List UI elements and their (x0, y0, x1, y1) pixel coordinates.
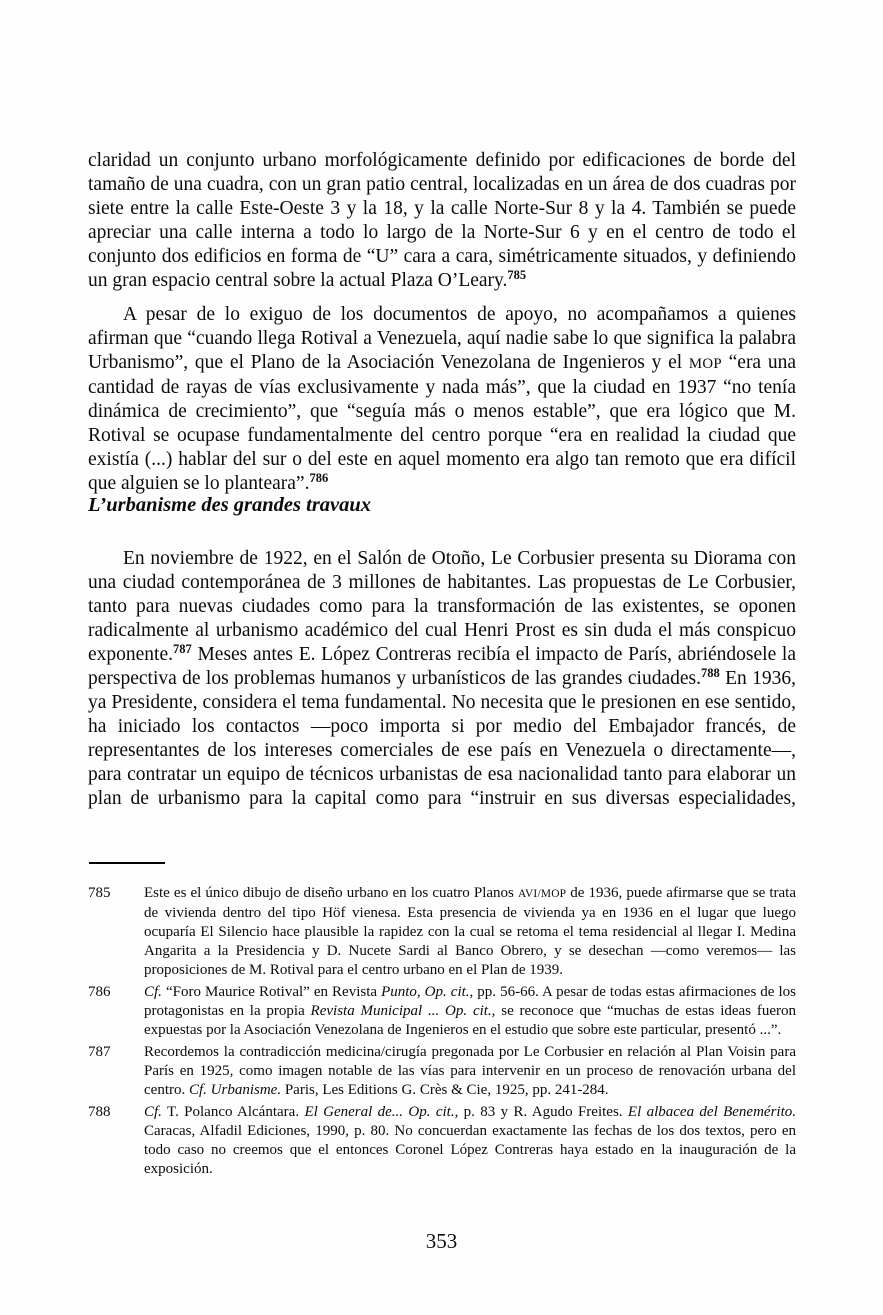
paragraph-text: A pesar de lo exiguo de los documentos de apoyo, no acompañamos a quienes afirman que “cuando llega Rotival a Venezuela, aquí nadie sabe lo que significa la palabra Urbanismo”, que el Plano de la Asociación Venezolana de Ingenieros y el (88, 303, 796, 373)
footnote-segment-italic: Cf. (144, 984, 162, 1000)
footnote-segment: de 1936, puede afirmarse que se trata de vivienda dentro del tipo Höf vienesa. Esta presencia de vivienda ya en 1936 en el lugar que luego ocuparía El Silencio hace plausible la rapidez con la cual se retoma el tema residencial al llegar I. Medina Angarita a la Presidencia y D. Nucete Sardi al Banco Obrero, y se desechan —como veremos— las proposiciones de M. Rotival para el centro urbano en el Plan de 1939. (144, 885, 796, 978)
footnote-number: 788 (88, 1104, 111, 1120)
paragraph-text: En 1936, ya Presidente, considera el tema fundamental. No necesita que le presionen en ese sentido, ha iniciado los contactos —poco importa si por medio del Embajador francés, de representantes de los intereses comerciales de ese país en Venezuela o directamente—, para contratar un equipo de técnicos urbanistas de esa nacionalidad tanto para elaborar un plan de urbanismo para la capital como para “instruir en sus diversas especialidades, (88, 667, 796, 809)
footnote-number: 786 (88, 984, 111, 1000)
footnote-785 (88, 884, 796, 980)
footnote-segment: se reconoce que “muchas de estas ideas fueron expuestas por la Asociación Venezolana de Ingenieros en el estudio que sobre este particular, presentó ...”. (144, 1003, 796, 1038)
paragraph-text: En noviembre de 1922, en el Salón de Otoño, Le Corbusier presenta su Diorama con una ciudad contemporánea de 3 millones de habitantes. Las propuestas de Le Corbusier, tanto para nuevas ciudades como para la transformación de las existentes, se oponen radicalmente al urbanismo académico del cual Henri Prost es sin duda el más conspicuo exponente. (88, 547, 796, 665)
body-paragraph-3 (88, 547, 796, 811)
footnote-text (144, 1043, 796, 1100)
page-number: 353 (425, 1229, 458, 1253)
footnote-text (144, 983, 796, 1040)
footnote-segment-italic: Cf. (144, 1104, 162, 1120)
footnote-787 (88, 1043, 796, 1100)
footnote-segment: T. Polanco Alcántara. (161, 1104, 305, 1120)
paragraph-text: Meses antes E. López Contreras recibía el impacto de París, abriéndosele la perspectiva de los problemas humanos y urbanísticos de las grandes ciudades. (88, 643, 796, 689)
footnote-segment-italic: Punto, Op. cit., (381, 984, 474, 1000)
footnote-number: 787 (88, 1044, 111, 1060)
footnote-ref-788: 788 (700, 666, 720, 680)
smallcaps-avi-mop: AVI/MOP (517, 888, 567, 900)
footnote-segment: Caracas, Alfadil Ediciones, 1990, p. 80. No concuerdan exactamente las fechas de los dos textos, pero en todo caso no creemos que el entonces Coronel López Contreras haya estado en la inauguración de la exposición. (144, 1123, 796, 1177)
footnote-segment: pp. 56-66. A pesar de todas estas afirmaciones de los protagonistas en la propia (144, 984, 796, 1019)
paragraph-text: “era una cantidad de rayas de vías exclusivamente y nada más”, que la ciudad en 1937 “no tenía dinámica de crecimiento”, que “seguía más o menos estable”, que era lógico que M. Rotival se ocupase fundamentalmente del centro porque “era en realidad la ciudad que existía (...) hablar del sur o del este en aquel momento era algo tan remoto que era difícil que alguien se lo planteara”. (88, 351, 796, 494)
footnote-ref-785: 785 (507, 268, 527, 282)
body-paragraph-2 (88, 303, 796, 496)
footnote-number: 785 (88, 885, 111, 901)
body-paragraph-1 (88, 149, 796, 293)
footnote-segment-italic: El albacea del Benemérito. (627, 1104, 797, 1120)
section-heading: L’urbanisme des grandes travaux (88, 494, 372, 516)
footnote-separator-rule (89, 862, 165, 864)
footnote-786 (88, 983, 796, 1040)
footnote-segment: p. 83 y R. Agudo Freites. (458, 1104, 628, 1120)
paragraph-text: claridad un conjunto urbano morfológicamente definido por edificaciones de borde del tamaño de una cuadra, con un gran patio central, localizadas en un área de dos cuadras por siete entre la calle Este-Oeste 3 y la 18, y la calle Norte-Sur 8 y la 4. También se puede apreciar una calle interna a todo lo largo de la Norte-Sur 6 y en el centro de todo el conjunto dos edificios en forma de “U” cara a cara, simétricamente situados, y definiendo un gran espacio central sobre la actual Plaza O’Leary. (88, 149, 796, 291)
footnote-ref-787: 787 (173, 642, 192, 656)
footnote-text (144, 884, 796, 980)
footnote-segment: Este es el único dibujo de diseño urbano en los cuatro Planos (144, 885, 518, 901)
footnote-segment-italic: El General de... Op. cit., (304, 1104, 459, 1120)
footnote-ref-786: 786 (309, 471, 329, 485)
smallcaps-mop: MOP (688, 355, 722, 372)
footnote-segment-italic: Cf. Urbanisme. (188, 1082, 282, 1098)
footnote-text (144, 1103, 796, 1179)
footnote-segment: Recordemos la contradicción medicina/cirugía pregonada por Le Corbusier en relación al Plan Voisin para París en 1925, como imagen notable de las vías para intervenir en un proceso de renovación urbana del centro. (144, 1044, 796, 1098)
footnotes-section (88, 884, 796, 1179)
footnote-segment: “Foro Maurice Rotival” en Revista (161, 984, 382, 1000)
footnote-segment: Paris, Les Editions G. Crès & Cie, 1925, pp. 241-284. (281, 1082, 609, 1098)
footnote-788 (88, 1103, 796, 1179)
footnote-segment-italic: Revista Municipal ... Op. cit., (310, 1003, 496, 1019)
